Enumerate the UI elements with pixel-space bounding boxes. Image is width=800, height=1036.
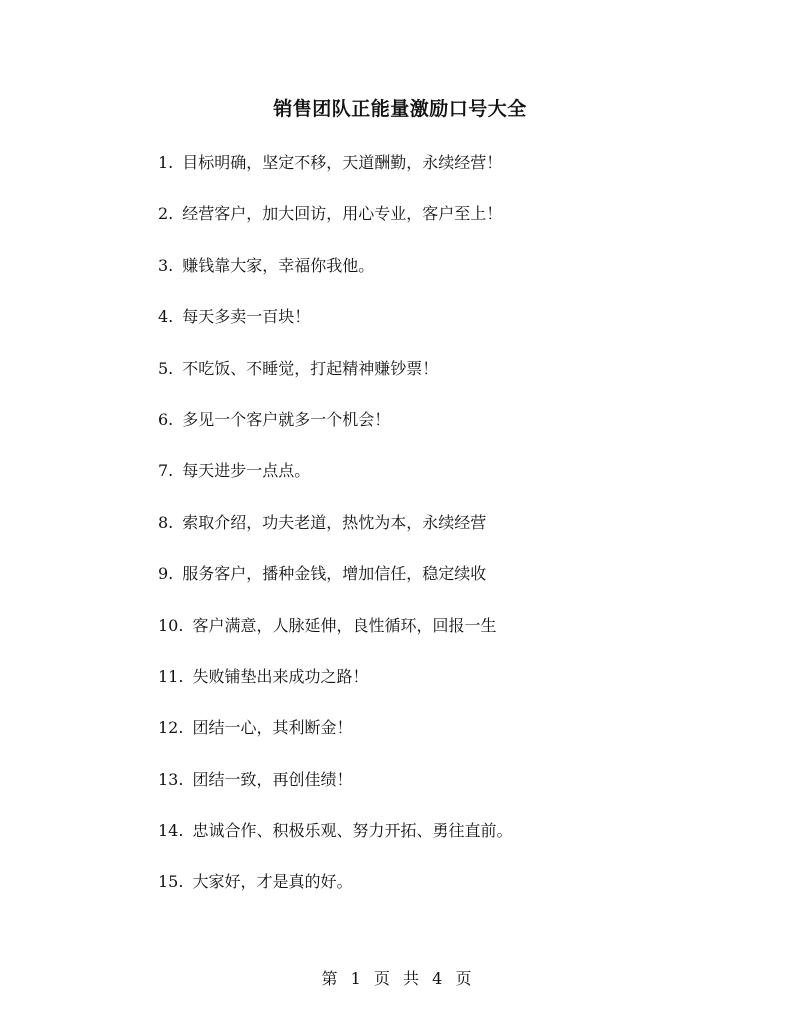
item-text: 每天进步一点点。: [182, 461, 311, 481]
page-footer: [0, 966, 800, 989]
item-number: 3.: [158, 255, 174, 275]
list-item: [158, 253, 718, 304]
list-item: [158, 407, 718, 458]
slogan-list: [158, 150, 718, 921]
list-item: [158, 715, 718, 766]
item-text: 服务客户，播种金钱，增加信任，稳定续收: [182, 564, 487, 584]
item-number: 14.: [158, 821, 184, 841]
item-number: 5.: [158, 358, 174, 378]
item-number: 2.: [158, 204, 174, 224]
list-item: [158, 150, 718, 201]
item-text: 失败铺垫出来成功之路！: [192, 666, 369, 686]
list-item: [158, 561, 718, 612]
page-prefix: 第: [321, 969, 339, 988]
item-number: 12.: [158, 718, 184, 738]
total-pages-number: 4: [432, 969, 444, 988]
item-text: 赚钱靠大家，幸福你我他。: [182, 255, 375, 275]
list-item: [158, 664, 718, 715]
document-title: 销售团队正能量激励口号大全: [273, 98, 527, 120]
item-text: 大家好，才是真的好。: [192, 872, 353, 892]
list-item: [158, 201, 718, 252]
item-text: 目标明确，坚定不移，天道酬勤，永续经营！: [182, 153, 503, 172]
list-item: [158, 767, 718, 818]
item-number: 13.: [158, 769, 184, 789]
item-number: 10.: [158, 615, 184, 635]
item-number: 1.: [158, 153, 174, 172]
list-item: [158, 613, 718, 664]
total-prefix: 共: [403, 969, 421, 988]
item-text: 不吃饭、不睡觉，打起精神赚钞票！: [182, 358, 439, 378]
list-item: [158, 510, 718, 561]
list-item: [158, 458, 718, 509]
total-word: 页: [455, 969, 473, 988]
list-item: [158, 869, 718, 920]
item-number: 7.: [158, 461, 174, 481]
item-text: 团结一致，再创佳绩！: [192, 769, 353, 789]
item-text: 团结一心，其利断金！: [192, 718, 353, 738]
item-number: 8.: [158, 512, 174, 532]
page-word: 页: [373, 969, 391, 988]
item-text: 索取介绍，功夫老道，热忱为本，永续经营: [182, 512, 487, 532]
item-number: 9.: [158, 564, 174, 584]
list-item: [158, 818, 718, 869]
list-item: [158, 304, 718, 355]
item-text: 每天多卖一百块！: [182, 307, 311, 327]
item-number: 15.: [158, 872, 184, 892]
item-text: 经营客户，加大回访，用心专业，客户至上！: [182, 204, 503, 224]
item-number: 4.: [158, 307, 174, 327]
item-text: 忠诚合作、积极乐观、努力开拓、勇往直前。: [192, 821, 513, 841]
item-number: 6.: [158, 409, 174, 429]
item-text: 客户满意，人脉延伸，良性循环，回报一生: [192, 615, 497, 635]
current-page-number: 1: [350, 969, 362, 988]
item-number: 11.: [158, 666, 184, 686]
list-item: [158, 356, 718, 407]
item-text: 多见一个客户就多一个机会！: [182, 409, 391, 429]
